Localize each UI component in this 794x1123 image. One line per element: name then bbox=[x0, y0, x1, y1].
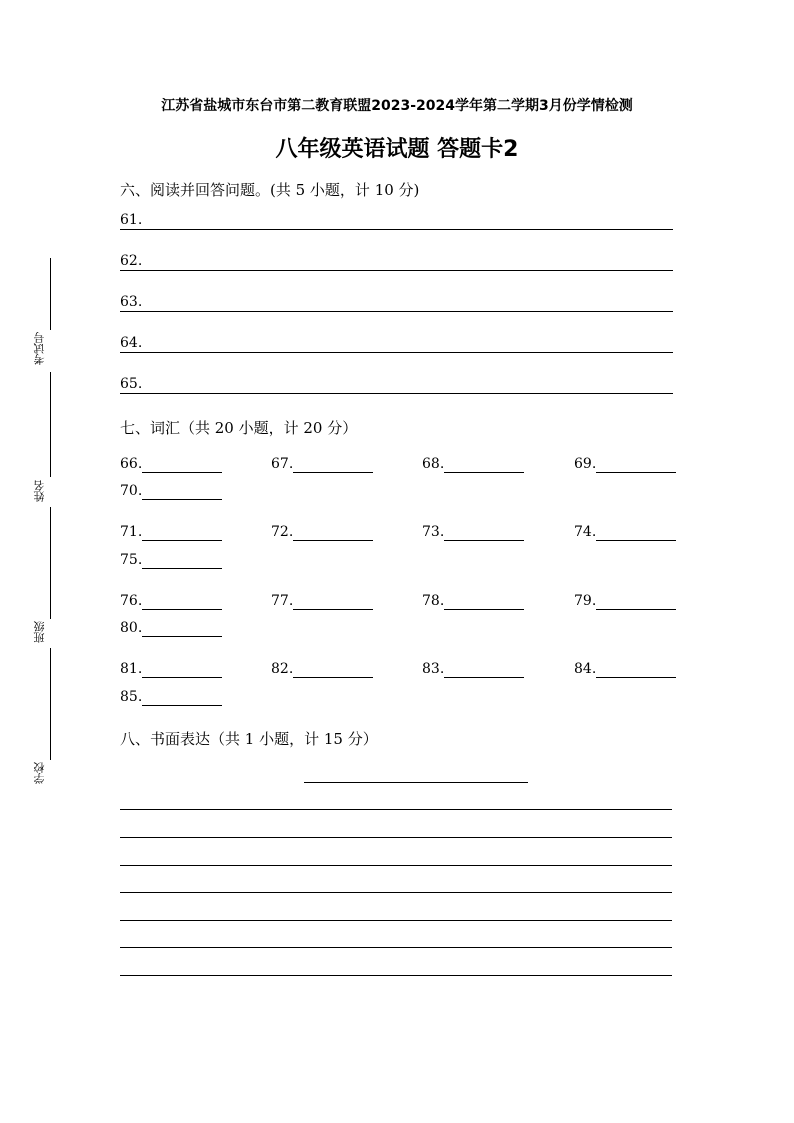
answer-line-61[interactable] bbox=[120, 211, 673, 230]
vocab-item-78[interactable] bbox=[422, 592, 524, 610]
writing-line[interactable] bbox=[120, 865, 672, 866]
question-number: 81. bbox=[120, 661, 143, 677]
question-number: 65. bbox=[120, 376, 143, 392]
vocab-item-84[interactable] bbox=[574, 660, 676, 678]
school-label: 学校 bbox=[33, 762, 46, 784]
section8-title: 八、书面表达（共 1 小题，计 15 分） bbox=[120, 730, 378, 748]
name-label: 姓名 bbox=[33, 480, 46, 502]
answer-line-65[interactable] bbox=[120, 375, 673, 394]
vocab-item-71[interactable] bbox=[120, 523, 222, 541]
question-number: 75. bbox=[120, 552, 143, 568]
question-number: 70. bbox=[120, 483, 143, 499]
answer-blank[interactable] bbox=[293, 526, 373, 541]
section7-title: 七、词汇（共 20 小题，计 20 分） bbox=[120, 419, 358, 437]
vocab-item-69[interactable] bbox=[574, 455, 676, 473]
vocab-item-82[interactable] bbox=[271, 660, 373, 678]
vocab-item-80[interactable] bbox=[120, 619, 222, 637]
question-number: 77. bbox=[271, 593, 294, 609]
name-line bbox=[50, 507, 51, 619]
writing-line[interactable] bbox=[120, 920, 672, 921]
vocab-item-83[interactable] bbox=[422, 660, 524, 678]
vocab-item-81[interactable] bbox=[120, 660, 222, 678]
question-number: 61. bbox=[120, 212, 143, 228]
question-number: 72. bbox=[271, 524, 294, 540]
vocab-item-79[interactable] bbox=[574, 592, 676, 610]
question-number: 80. bbox=[120, 620, 143, 636]
exam-no-label: 考试号 bbox=[33, 332, 46, 365]
class-line bbox=[50, 648, 51, 760]
writing-line[interactable] bbox=[120, 947, 672, 948]
answer-blank[interactable] bbox=[142, 458, 222, 473]
question-number: 79. bbox=[574, 593, 597, 609]
question-number: 62. bbox=[120, 253, 143, 269]
question-number: 71. bbox=[120, 524, 143, 540]
question-number: 73. bbox=[422, 524, 445, 540]
writing-line[interactable] bbox=[120, 809, 672, 810]
answer-blank[interactable] bbox=[444, 458, 524, 473]
question-number: 82. bbox=[271, 661, 294, 677]
question-number: 69. bbox=[574, 456, 597, 472]
answer-blank[interactable] bbox=[293, 595, 373, 610]
answer-blank[interactable] bbox=[142, 485, 222, 500]
vocab-item-66[interactable] bbox=[120, 455, 222, 473]
answer-blank[interactable] bbox=[596, 526, 676, 541]
writing-line[interactable] bbox=[120, 975, 672, 976]
vocab-item-77[interactable] bbox=[271, 592, 373, 610]
question-number: 67. bbox=[271, 456, 294, 472]
answer-line-64[interactable] bbox=[120, 334, 673, 353]
vocab-item-67[interactable] bbox=[271, 455, 373, 473]
essay-title-blank[interactable] bbox=[304, 782, 528, 783]
question-number: 74. bbox=[574, 524, 597, 540]
answer-blank[interactable] bbox=[444, 526, 524, 541]
answer-line-63[interactable] bbox=[120, 293, 673, 312]
answer-blank[interactable] bbox=[596, 595, 676, 610]
answer-blank[interactable] bbox=[142, 595, 222, 610]
answer-blank[interactable] bbox=[293, 458, 373, 473]
vocab-item-85[interactable] bbox=[120, 688, 222, 706]
vocab-item-68[interactable] bbox=[422, 455, 524, 473]
vocab-item-76[interactable] bbox=[120, 592, 222, 610]
question-number: 64. bbox=[120, 335, 143, 351]
writing-line[interactable] bbox=[120, 837, 672, 838]
question-number: 84. bbox=[574, 661, 597, 677]
answer-blank[interactable] bbox=[142, 526, 222, 541]
sheet-title: 八年级英语试题 答题卡2 bbox=[275, 137, 519, 162]
answer-blank[interactable] bbox=[596, 458, 676, 473]
exam-no-line-lower bbox=[50, 372, 51, 477]
answer-blank[interactable] bbox=[444, 595, 524, 610]
question-number: 83. bbox=[422, 661, 445, 677]
question-number: 63. bbox=[120, 294, 143, 310]
question-number: 68. bbox=[422, 456, 445, 472]
vocab-item-70[interactable] bbox=[120, 482, 222, 500]
vocab-item-73[interactable] bbox=[422, 523, 524, 541]
answer-blank[interactable] bbox=[444, 663, 524, 678]
question-number: 66. bbox=[120, 456, 143, 472]
answer-blank[interactable] bbox=[293, 663, 373, 678]
exam-no-line bbox=[50, 258, 51, 330]
section6-title: 六、阅读并回答问题。(共 5 小题，计 10 分) bbox=[120, 181, 420, 199]
answer-blank[interactable] bbox=[142, 663, 222, 678]
writing-line[interactable] bbox=[120, 892, 672, 893]
answer-blank[interactable] bbox=[142, 622, 222, 637]
class-label: 班级 bbox=[33, 621, 46, 643]
answer-blank[interactable] bbox=[142, 691, 222, 706]
question-number: 85. bbox=[120, 689, 143, 705]
vocab-item-72[interactable] bbox=[271, 523, 373, 541]
vocab-item-75[interactable] bbox=[120, 551, 222, 569]
answer-blank[interactable] bbox=[596, 663, 676, 678]
vocab-item-74[interactable] bbox=[574, 523, 676, 541]
answer-blank[interactable] bbox=[142, 554, 222, 569]
question-number: 78. bbox=[422, 593, 445, 609]
answer-line-62[interactable] bbox=[120, 252, 673, 271]
question-number: 76. bbox=[120, 593, 143, 609]
exam-title: 江苏省盐城市东台市第二教育联盟2023-2024学年第二学期3月份学情检测 bbox=[161, 98, 633, 114]
